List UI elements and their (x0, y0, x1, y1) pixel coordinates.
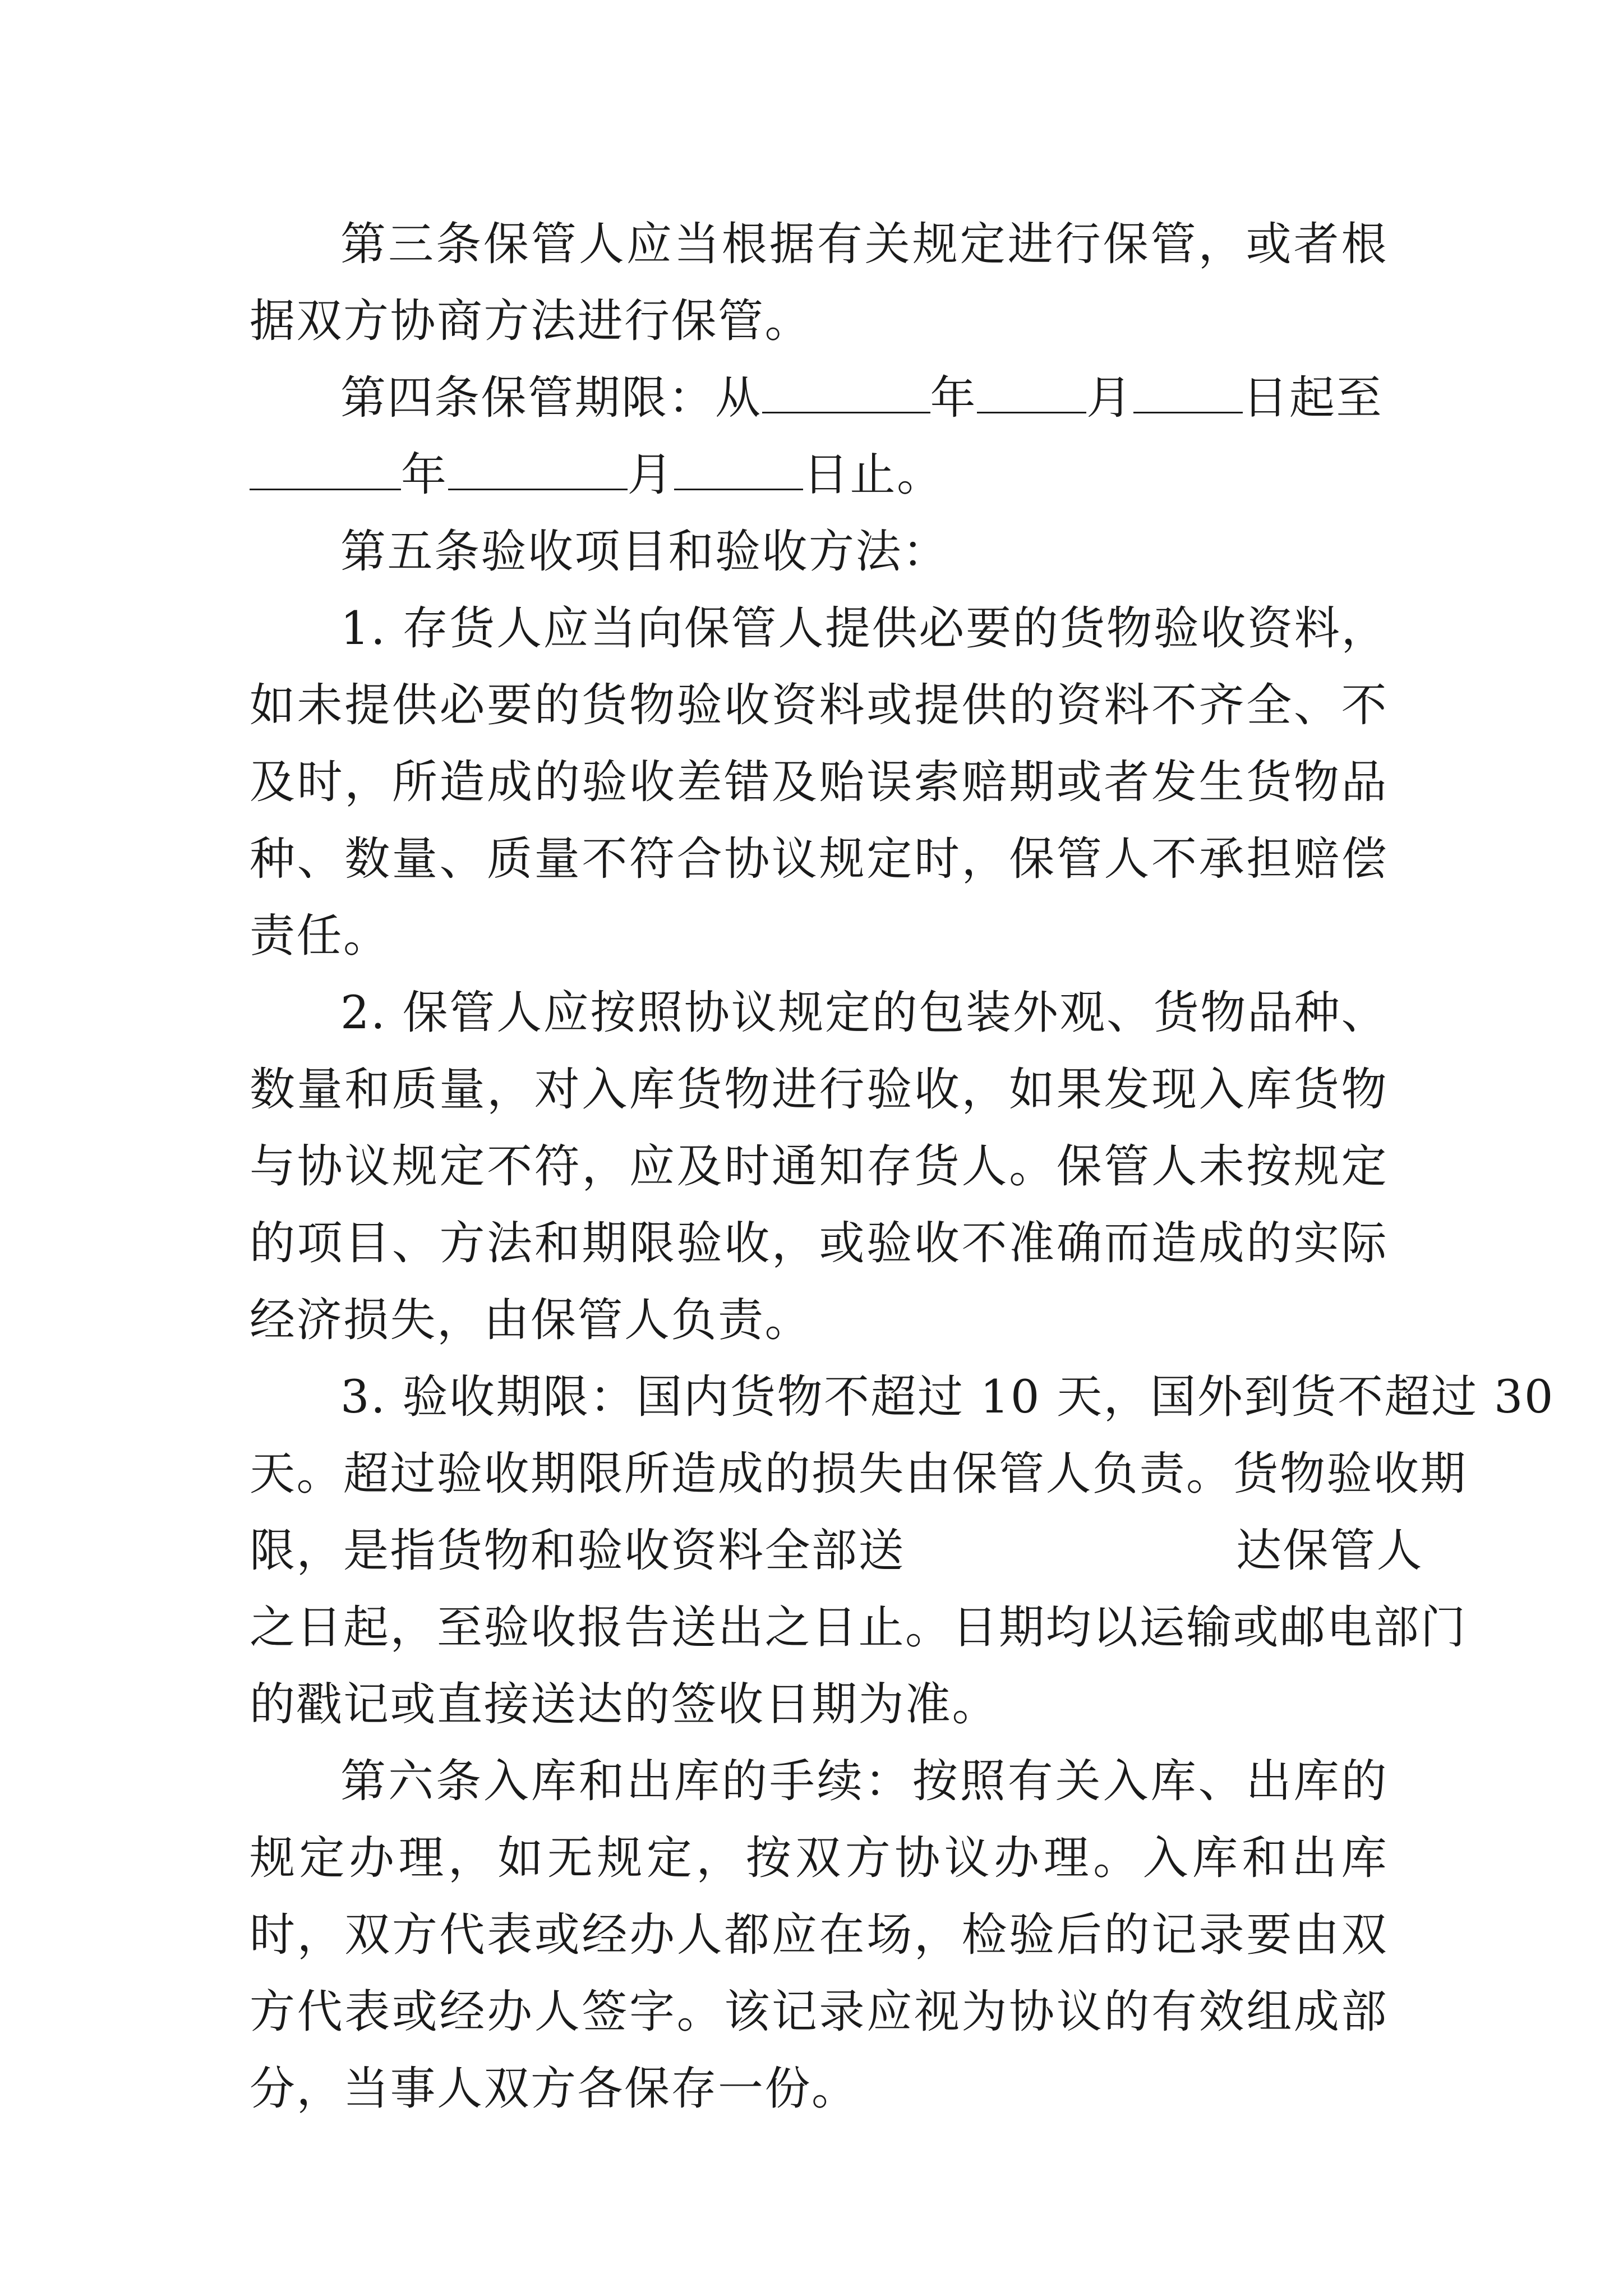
end-month-blank (448, 452, 628, 490)
start-month-label: 月 (1086, 372, 1133, 425)
start-year-label: 年 (930, 372, 978, 425)
article-5-item-3 (250, 1359, 1555, 1743)
item-3-line-5: 的戳记或直接送达的签收日期为准。 (250, 1678, 999, 1731)
article-5-title: 第五条验收项目和验收方法： (340, 526, 949, 578)
article-4-line-2 (250, 437, 1388, 514)
document-body (250, 206, 1555, 2128)
article-4-prefix: 第四条保管期限：从 (340, 372, 762, 425)
item-3-line-2: 天。超过验收期限所造成的损失由保管人负责。货物验收期 (250, 1448, 1468, 1501)
item-3-line-3-part-b: 达保管人 (1236, 1525, 1424, 1577)
article-6: 第六条入库和出库的手续：按照有关入库、出库的规定办理，如无规定，按双方协议办理。入库和出库时，双方代表或经办人都应在场，检验后的记录要由双方代表或经办人签字。该记录应视为协议的有效组成部分，当事人双方各保存一份。 (250, 1755, 1388, 2115)
article-5-item-2: 2. 保管人应按照协议规定的包装外观、货物品种、数量和质量，对入库货物进行验收，如果发现入库货物与协议规定不符，应及时通知存货人。保管人未按规定的项目、方法和期限验收，或验收不准确而造成的实际经济损失，由保管人负责。 (250, 987, 1388, 1347)
end-day-blank (674, 452, 803, 490)
article-5-item-1: 1. 存货人应当向保管人提供必要的货物验收资料，如未提供必要的货物验收资料或提供的资料不齐全、不及时，所造成的验收差错及贻误索赔期或者发生货物品种、数量、质量不符合协议规定时，保管人不承担赔偿责任。 (250, 602, 1388, 963)
item-3-line-3 (250, 1513, 1424, 1590)
end-year-label: 年 (401, 449, 448, 501)
end-month-label: 月 (627, 449, 675, 501)
item-3-line-3-part-a: 限，是指货物和验收资料全部送 (250, 1525, 906, 1577)
article-4 (250, 360, 1388, 514)
article-4-line-1 (250, 360, 1388, 437)
end-year-blank (250, 452, 401, 490)
end-day-label: 日止。 (803, 449, 944, 501)
start-month-blank (977, 375, 1086, 413)
item-3-line-4: 之日起，至验收报告送出之日止。日期均以运输或邮电部门 (250, 1602, 1468, 1654)
item-3-line-1: 3. 验收期限：国内货物不超过 10 天，国外到货不超过 30 (340, 1371, 1555, 1424)
article-3: 第三条保管人应当根据有关规定进行保管，或者根据双方协商方法进行保管。 (250, 218, 1388, 348)
start-day-blank (1133, 375, 1243, 413)
start-day-label: 日起至 (1242, 372, 1384, 425)
start-year-blank (762, 375, 930, 413)
